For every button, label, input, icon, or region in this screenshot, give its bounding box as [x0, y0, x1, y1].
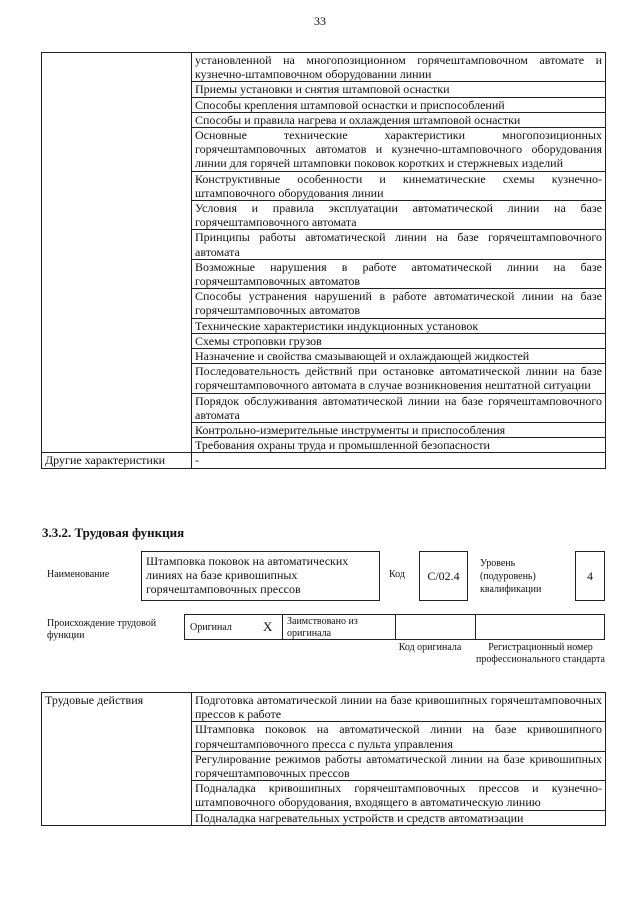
- knowledge-item: Технические характеристики индукционных установок: [192, 318, 606, 333]
- labor-action-item: Подналадка нагревательных устройств и средств автоматизации: [192, 810, 606, 825]
- labor-action-item: Подналадка кривошипных горячештамповочных прессов и кузнечно-штамповочного оборудования, входящего в автоматическую линию: [192, 781, 606, 810]
- knowledge-item: Конструктивные особенности и кинематические схемы кузнечно-штамповочного оборудования линии: [192, 171, 606, 200]
- labor-action-item: Регулирование режимов работы автоматической линии на базе кривошипных горячештамповочных прессов: [192, 751, 606, 780]
- borrowed-label: Заимствовано из оригинала: [282, 614, 395, 640]
- original-label: Оригинал: [190, 622, 232, 633]
- labor-action-item: Штамповка поковок на автоматической линии на базе кривошипного горячештамповочного пресса с пульта управления: [192, 722, 606, 751]
- reg-number-label: Регистрационный номер профессионального стандарта: [476, 642, 605, 665]
- knowledge-item: установленной на многопозиционном горячештамповочном автомате и кузнечно-штамповочном оборудовании линии: [192, 53, 606, 82]
- qualification-level-label: Уровень (подуровень) квалификации: [480, 558, 542, 595]
- function-code-value: С/02.4: [419, 551, 468, 601]
- page-number: 33: [314, 14, 326, 28]
- knowledge-item: Порядок обслуживания автоматической линии на базе горячештамповочного автомата: [192, 393, 606, 422]
- origin-label: Происхождение трудовой функции: [47, 618, 157, 641]
- origin-row: [184, 614, 605, 640]
- code-original-cell: [395, 614, 475, 640]
- function-code-label: Код: [389, 569, 405, 580]
- original-cell: [184, 614, 282, 640]
- labor-actions-label: Трудовые действия: [42, 693, 192, 826]
- knowledge-item: Принципы работы автоматической линии на базе горячештамповочного автомата: [192, 230, 606, 259]
- other-characteristics-value: -: [192, 453, 606, 468]
- original-mark: X: [263, 619, 273, 634]
- knowledge-item: Схемы строповки грузов: [192, 333, 606, 348]
- knowledge-item: Основные технические характеристики многопозиционных горячештамповочных автоматов и кузнечно-штамповочного оборудования линии для горячей штамповки поковок коротких и стержневых изделий: [192, 128, 606, 172]
- other-characteristics-label: Другие характеристики: [42, 453, 192, 468]
- knowledge-item: Последовательность действий при остановке автоматической линии на базе горячештамповочного автомата в случае возникновения нештатной ситуации: [192, 364, 606, 393]
- knowledge-item: Условия и правила эксплуатации автоматической линии на базе горячештамповочного автомата: [192, 201, 606, 230]
- reg-number-cell: [475, 614, 605, 640]
- labor-actions-table: [41, 692, 606, 826]
- other-characteristics-row: [42, 453, 606, 468]
- knowledge-table: [41, 52, 606, 469]
- labor-action-row: [42, 693, 606, 722]
- knowledge-label-cell: [42, 53, 192, 453]
- knowledge-row: [42, 53, 606, 82]
- knowledge-item: Требования охраны труда и промышленной безопасности: [192, 438, 606, 453]
- knowledge-item: Возможные нарушения в работе автоматической линии на базе горячештамповочных автоматов: [192, 259, 606, 288]
- knowledge-item: Контрольно-измерительные инструменты и приспособления: [192, 423, 606, 438]
- function-name-label: Наименование: [47, 569, 110, 580]
- knowledge-item: Способы и правила нагрева и охлаждения штамповой оснастки: [192, 112, 606, 127]
- section-heading: 3.3.2. Трудовая функция: [42, 525, 185, 540]
- labor-action-item: Подготовка автоматической линии на базе кривошипных горячештамповочных прессов к работе: [192, 693, 606, 722]
- knowledge-item: Способы крепления штамповой оснастки и приспособлений: [192, 97, 606, 112]
- code-original-label: Код оригинала: [398, 642, 462, 653]
- knowledge-item: Способы устранения нарушений в работе автоматической линии на базе горячештамповочных автоматов: [192, 289, 606, 318]
- qualification-level-value: 4: [575, 551, 605, 601]
- knowledge-item: Приемы установки и снятия штамповой оснастки: [192, 82, 606, 97]
- knowledge-item: Назначение и свойства смазывающей и охлаждающей жидкостей: [192, 349, 606, 364]
- function-name-value: Штамповка поковок на автоматических линиях на базе кривошипных горячештамповочных прессов: [141, 551, 380, 601]
